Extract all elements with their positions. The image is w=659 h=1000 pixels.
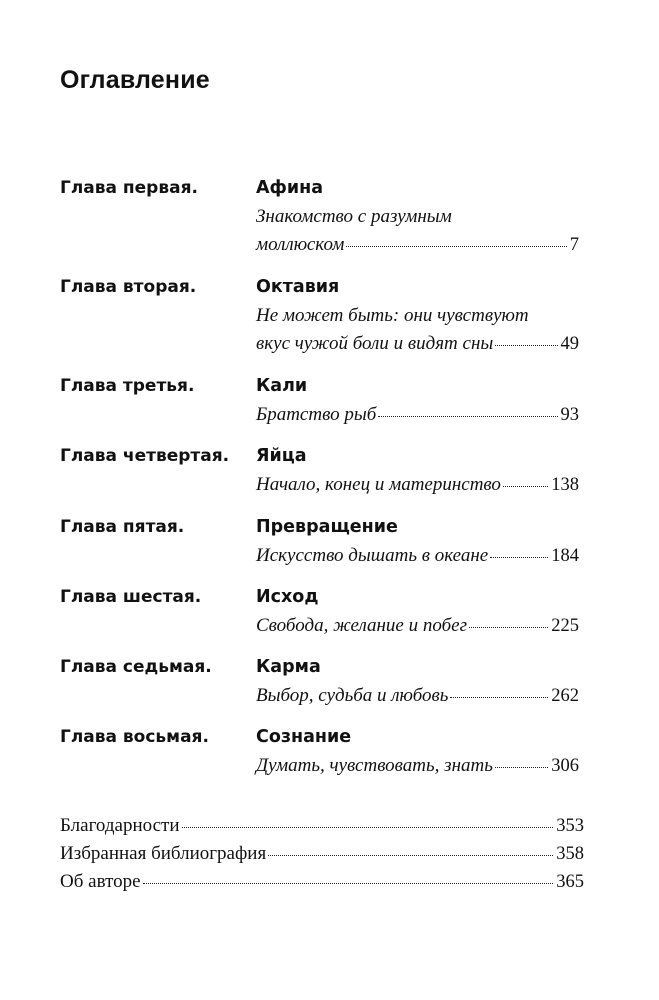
- chapter-label: Глава седьмая.: [60, 657, 212, 677]
- back-matter-label: Избранная библиография: [60, 843, 267, 864]
- dot-leader: [268, 855, 553, 856]
- chapter-subtitle-line: [256, 685, 579, 709]
- back-matter-acknowledgements: [60, 815, 584, 839]
- chapter-subtitle-line: [256, 333, 579, 357]
- chapter-subtitle: моллюском: [256, 234, 345, 255]
- dot-leader: [143, 883, 554, 884]
- dot-leader: [469, 627, 548, 628]
- dot-leader: [182, 827, 554, 828]
- chapter-subtitle-line: [256, 206, 579, 230]
- page-number: 49: [560, 334, 579, 354]
- page-number: 7: [569, 235, 579, 255]
- page-number: 225: [551, 616, 579, 636]
- chapter-label: Глава первая.: [60, 178, 198, 198]
- page-number: 184: [551, 546, 579, 566]
- chapter-name: Сознание: [256, 727, 352, 747]
- page-number: 262: [551, 686, 579, 706]
- chapter-subtitle-line: [256, 305, 579, 329]
- chapter-subtitle-line: [256, 615, 579, 639]
- chapter-name: Превращение: [256, 517, 398, 537]
- page-number: 353: [556, 816, 584, 836]
- page-number: 138: [551, 475, 579, 495]
- back-matter-bibliography: [60, 843, 584, 867]
- chapter-name: Кали: [256, 376, 308, 396]
- chapter-subtitle: Знакомство с разумным: [256, 206, 452, 227]
- chapter-name: Исход: [256, 587, 319, 607]
- chapter-label: Глава третья.: [60, 376, 195, 396]
- page-number: 93: [560, 405, 579, 425]
- page-number: 306: [551, 756, 579, 776]
- chapter-subtitle-line: [256, 545, 579, 569]
- chapter-subtitle: Братство рыб: [256, 404, 377, 425]
- chapter-subtitle: Выбор, судьба и любовь: [256, 685, 449, 706]
- chapter-name: Яйца: [256, 446, 307, 466]
- page-number: 365: [556, 872, 584, 892]
- dot-leader: [490, 557, 548, 558]
- toc-title: Оглавление: [60, 66, 210, 94]
- back-matter-about-author: [60, 871, 584, 895]
- chapter-subtitle: Начало, конец и материнство: [256, 474, 501, 495]
- dot-leader: [503, 486, 548, 487]
- chapter-subtitle: Не может быть: они чувствуют: [256, 305, 529, 326]
- back-matter-label: Благодарности: [60, 815, 180, 836]
- chapter-subtitle-line: [256, 404, 579, 428]
- dot-leader: [495, 767, 548, 768]
- dot-leader: [346, 246, 566, 247]
- chapter-subtitle: Свобода, желание и побег: [256, 615, 467, 636]
- dot-leader: [495, 345, 557, 346]
- chapter-subtitle: Думать, чувствовать, знать: [256, 755, 493, 776]
- dot-leader: [378, 416, 557, 417]
- chapter-subtitle-line: [256, 755, 579, 779]
- chapter-label: Глава четвертая.: [60, 446, 230, 466]
- chapter-name: Карма: [256, 657, 321, 677]
- back-matter-label: Об авторе: [60, 871, 141, 892]
- chapter-subtitle: Искусство дышать в океане: [256, 545, 489, 566]
- page-number: 358: [556, 844, 584, 864]
- chapter-label: Глава пятая.: [60, 517, 185, 537]
- chapter-label: Глава шестая.: [60, 587, 202, 607]
- chapter-subtitle-line: [256, 474, 579, 498]
- chapter-subtitle-line: [256, 234, 579, 258]
- dot-leader: [450, 697, 548, 698]
- chapter-name: Октавия: [256, 277, 340, 297]
- chapter-subtitle: вкус чужой боли и видят сны: [256, 333, 494, 354]
- chapter-label: Глава восьмая.: [60, 727, 209, 747]
- chapter-label: Глава вторая.: [60, 277, 197, 297]
- chapter-name: Афина: [256, 178, 324, 198]
